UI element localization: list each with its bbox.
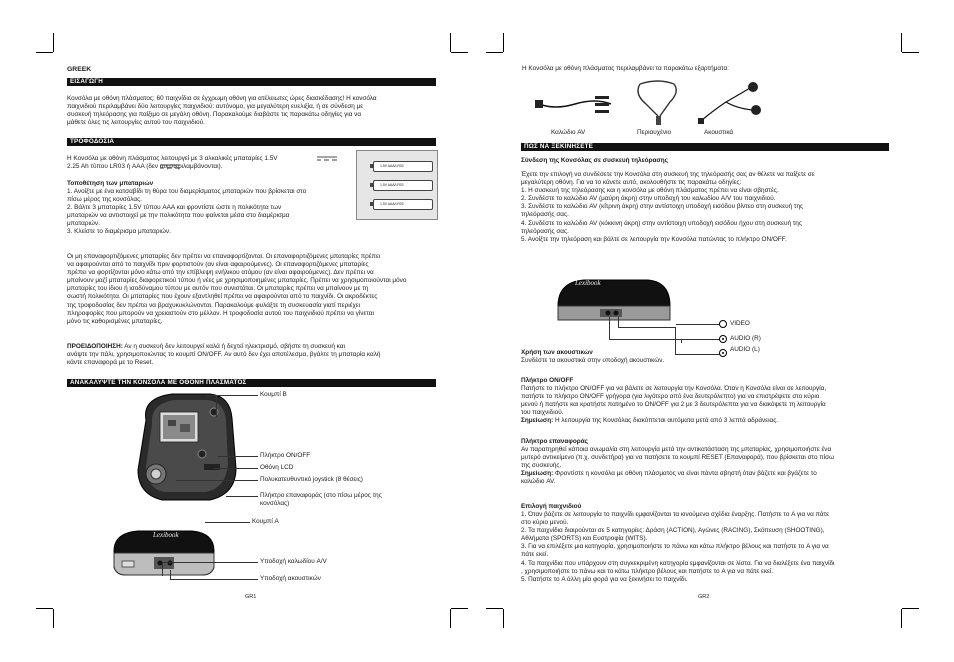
language-label: GREEK	[67, 66, 92, 73]
crop-mark	[451, 608, 468, 609]
cable-line	[675, 327, 676, 354]
crop-mark	[901, 33, 902, 52]
brand-logo: Lexibook	[575, 279, 601, 287]
output-label: AUDIO (L)	[730, 346, 760, 353]
text-line: μπαίνουν μαζί μπαταρίες διαφορετικού τύπου ή νέες με χρησιμοποιημένες μπαταρίες. Πρέπει να χρησιμοποιούνται μόνο	[67, 277, 407, 285]
warning-paragraph	[67, 343, 380, 367]
text-line: μάθετε όλες τις λειτουργίες αυτού του παιχνιδιού.	[67, 119, 205, 127]
text-line: τηλεόρασής σας.	[521, 227, 569, 235]
text-line: της συσκευής.	[521, 462, 562, 470]
text-line: πάτε εκεί.	[521, 551, 549, 559]
crop-mark	[486, 608, 503, 609]
text-line: Κονσόλα με οθόνη πλάσματος: 60 παιχνίδια σε έγχρωμη οθόνη για ατέλειωτες ώρες διασκέδασης! Η κονσόλα	[67, 95, 377, 102]
crop-mark	[36, 52, 53, 53]
callout-av-jack: Υποδοχή καλωδίου A/V	[260, 558, 327, 565]
av-cable-illustration	[535, 84, 615, 124]
callout-reset-cont: κονσόλας)	[260, 500, 290, 507]
battery-compartment-illustration	[356, 150, 438, 220]
text-line: του παιχνιδιού.	[521, 409, 564, 417]
output-label: VIDEO	[730, 320, 750, 327]
text-line: πατήστε το πλήκτρο ON/OFF γρήγορα (για λιγότερο από ένα δευτερόλεπτο) για να επιστρέψετε στο κύριο	[521, 393, 820, 401]
text-line: 3. Για να επιλέξετε μια κατηγορία, χρησιμοποιήστε το πάνω και κάτω πλήκτρο βέλους και πατήστε το A για να	[521, 543, 829, 551]
cable-line	[618, 327, 676, 328]
headphones-title: Χρήση των ακουστικών	[521, 349, 593, 356]
callout-line	[170, 579, 258, 580]
tv-steps	[521, 171, 815, 244]
battery-label: 1.5V AAA/LR03	[380, 164, 404, 168]
select-steps	[521, 511, 834, 584]
battery-steps	[67, 188, 306, 237]
cable-line	[676, 324, 720, 325]
page-number: GR1	[245, 594, 257, 600]
text-line: Οι μη επαναφορτιζόμενες μπαταρίες δεν πρέπει να επαναφορτίζονται. Οι επαναφορτιζόμενες μπαταρίες πρέπει	[67, 253, 381, 260]
video-jack-icon	[719, 320, 727, 328]
reset-title: Πλήκτρο επαναφοράς	[521, 438, 588, 445]
accessory-label: Καλώδιο AV	[551, 129, 586, 136]
text-line: Η Κονσόλα με οθόνη πλάσματος λειτουργεί με 3 αλκαλικές μπαταρίες 1.5V	[67, 155, 278, 162]
text-line: της τροφοδοσίας δεν πρέπει να βραχυκυκλώνονται. Παρακαλούμε φυλάξτε τη συσκευασία γιατί περιέχει	[67, 301, 361, 309]
text-line: ανάψτε την πάλι, χρησιμοποιώντας το κουμπί ON/OFF. Αν αυτό δεν έχει αποτέλεσμα, βγάλτε τη μπαταρία καλή	[67, 351, 381, 359]
crop-mark	[486, 52, 503, 53]
battery	[373, 180, 433, 191]
recharge-paragraph	[67, 253, 406, 326]
battery-title: Τοποθέτηση των μπαταριών	[67, 180, 154, 187]
text-line: 1. Ανοίξτε με ένα κατσαβίδι τη θύρα του διαμερίσματος μπαταριών που βρίσκεται στο	[67, 188, 307, 195]
callout-line	[205, 522, 250, 523]
callout-joystick: Πολυκατευθυντικό joystick (8 θέσεις)	[260, 476, 363, 483]
audio-left-jack-icon	[719, 349, 727, 357]
callout-line	[216, 395, 217, 417]
callout-line	[176, 480, 258, 481]
note-line	[521, 417, 826, 425]
battery	[373, 161, 433, 172]
page-number: GR2	[698, 594, 710, 600]
text-line: 1. Όταν βάζετε σε λειτουργία το παιχνίδι εμφανίζονται τα κινούμενα σχέδια έναρξης. Πατήστε το A για να πάτε	[521, 511, 829, 518]
lanyard-illustration	[628, 78, 688, 128]
tv-title: Σύνδεση της Κονσόλας σε συσκευή τηλεόρασης	[521, 157, 668, 164]
brand-logo-bottom: Lexibook	[153, 531, 179, 539]
crop-mark	[503, 33, 504, 52]
text-line: Αθλήματα (SPORTS) και Ευστροφία (WITS).	[521, 535, 648, 543]
start-heading: ΠΩΣ ΝΑ ΞΕΚΙΝΗΣΕΤΕ	[521, 143, 889, 151]
dc-symbol-icon	[316, 155, 338, 163]
console-illustration	[132, 390, 240, 506]
text-line: να αφαιρούνται από το παιχνίδι πριν φορτιστούν (αν είναι αφαιρούμενες). Οι επαναφορτιζόμενες μπαταρίες	[67, 261, 369, 269]
text-line: Αν παρατηρηθεί κάποια ανωμαλία στη λειτουργία μετά την αντικατάσταση της μπαταρίας, χρησιμοποιήστε ένα	[521, 446, 832, 453]
note-label: Σημείωση:	[521, 417, 554, 425]
text-line: 5. Ανοίξτε την τηλεόραση και βάλτε σε λειτουργία την Κονσόλα πατώντας το πλήκτρο ON/OFF.	[521, 235, 787, 243]
text-line: 3. Κλείστε το διαμέρισμα μπαταριών.	[67, 228, 171, 236]
text-line: συσκευή τηλεόρασης για παίξιμο σε μεγάλη οθόνη. Παρακαλούμε διαβάστε τις παρακάτω οδηγίες για να	[67, 111, 362, 119]
crop-mark	[53, 33, 54, 52]
dc-symbol-icon	[159, 163, 181, 171]
text-line: 2.25 Ah τύπου LR03 ή AAA (δεν συμπεριλαμβάνονται).	[67, 163, 223, 171]
accessory-label: Περιαυχένιο	[637, 129, 672, 136]
text-line: καλώδιο AV.	[521, 478, 556, 486]
text-line: μυτερό αντικείμενο (π.χ. συνδετήρα) για να πατήσετε το κουμπί RESET (Επαναφορά), που βρίσκεται στο πίσω	[521, 454, 835, 462]
battery-terminal	[370, 183, 373, 187]
text-line: 5. Πατήστε το A άλλη μία φορά για να ξεκινήσει το παιχνίδι.	[521, 575, 688, 583]
text-line: τηλεόρασής σας.	[521, 211, 569, 219]
warning-text: Αν η συσκευή δεν λειτουργεί καλά ή δεχτεί ηλεκτρισμό, σβήστε τη συσκευή και	[122, 343, 345, 350]
note-text: Η λειτουργία της Κονσόλας διακόπτεται αυτόματα μετά από 3 λεπτά αδράνειας.	[553, 417, 779, 425]
battery-label: 1.5V AAA/LR03	[380, 183, 404, 187]
text-line: 2. Βάλτε 3 μπαταρίες 1.5V τύπου AAA και φροντίστε ώστε η πολικότητα των	[67, 204, 282, 212]
callout-lcd: Οθόνη LCD	[260, 464, 294, 471]
crop-mark	[36, 608, 53, 609]
cable-line	[618, 317, 619, 327]
callout-reset: Πλήκτρο επαναφοράς (στο πίσω μέρος της	[260, 492, 382, 499]
note-line	[521, 470, 834, 478]
crop-mark	[902, 52, 919, 53]
text-line: 2. Συνδέστε το καλώδιο AV (μαύρη άκρη) στην υποδοχή του καλωδίου A/V του παιχνιδιού.	[521, 195, 776, 203]
callout-line	[162, 562, 258, 563]
select-title: Επιλογή παιχνιδιού	[521, 503, 582, 510]
battery	[373, 199, 433, 210]
discover-heading: ΑΝΑΚΑΛΥΨΤΕ ΤΗΝ ΚΟΝΣΟΛΑ ΜΕ ΟΘΟΝΗ ΠΛΑΣΜΑΤΟΣ	[67, 379, 436, 387]
callout-line	[226, 496, 258, 497]
warning-line	[67, 343, 380, 351]
callout-line	[170, 570, 171, 579]
text-line: μόνο τις καθορισμένες μπαταρίες.	[67, 317, 163, 325]
crop-mark	[901, 609, 902, 628]
text-line: 2. Τα παιχνίδια διαιρούνται σε 5 κατηγορίες: Δράση (ACTION), Αγώνες (RACING), Σκόπευση (SHOOTING),	[521, 527, 825, 535]
crop-mark	[450, 609, 451, 628]
callout-line	[162, 562, 163, 576]
accessory-label: Ακουστικά	[704, 129, 734, 136]
cable-line	[609, 339, 681, 340]
text-line: μπαταριών.	[67, 220, 100, 228]
text-line: σωστή πολικότητα. Οι μπαταρίες που έχουν εξαντληθεί πρέπει να αφαιρούνται από το παιχνίδι. Οι ακροδέκτες	[67, 293, 378, 301]
earphones-illustration	[696, 80, 766, 126]
text-line: πληροφορίες που μπορούν να χρειαστούν στο μέλλον. Η τροφοδοσία αυτού του παιχνιδιού πρέπει να γίνεται	[67, 309, 374, 317]
crop-mark	[451, 52, 468, 53]
text-line: μπαταρίες του ίδιου ή ισοδύναμου τύπου με αυτόν που συνιστάται. Οι μπαταρίες πρέπει να μπαίνουν με τη	[67, 285, 369, 293]
output-label: AUDIO (R)	[730, 335, 761, 342]
onoff-title: Πλήκτρο ON/OFF	[521, 377, 574, 384]
crop-mark	[450, 33, 451, 52]
accessories-intro: Η Κονσόλα με οθόνη πλάσματος περιλαμβάνει τα παρακάτω εξαρτήματα:	[522, 65, 729, 72]
text-line: Πατήστε το πλήκτρο ON/OFF για να βάλετε σε λειτουργία την Κονσόλα. Όταν η Κονσόλα είναι σε λειτουργία,	[521, 385, 827, 392]
power-heading: ΤΡΟΦΟΔΟΣΙΑ	[67, 138, 436, 146]
text-line: στο κύριο μενού.	[521, 519, 569, 527]
reset-paragraph	[521, 446, 834, 486]
headphones-text: Συνδέστε τα ακουστικά στην υποδοχή ακουστικών.	[521, 357, 665, 364]
onoff-paragraph	[521, 385, 826, 425]
text-line: 4. Συνδέστε το καλώδιο AV (κόκκινη άκρη) στην αντίστοιχη υποδοχή εισόδου ήχου στη συσκευή της	[521, 219, 802, 227]
text-line: 3. Συνδέστε το καλώδιο AV (κίτρινη άκρη) στην αντίστοιχη υποδοχή εισόδου βίντεο στη συσκευή της	[521, 203, 804, 211]
callout-line	[214, 468, 258, 469]
text-line: πίσω μέρος της κονσόλας.	[67, 196, 142, 204]
cable-line	[675, 354, 720, 355]
battery-terminal	[370, 202, 373, 206]
note-text: Φροντίστε η κονσόλα με οθόνη πλάσματος να είναι πάντα σβηστή όταν βάζετε και βγάζετε το	[553, 470, 817, 478]
callout-on-off: Πλήκτρο ON/OFF	[260, 452, 311, 459]
cable-line	[681, 339, 720, 340]
note-label: Σημείωση:	[521, 470, 554, 478]
crop-mark	[503, 609, 504, 628]
text-line: παιχνιδιού περιλαμβάνει δύο λειτουργίες παιχνιδιού: αυτόνομο, για μεγαλύτερη ευελιξία, ή σε σύνδεση με	[67, 103, 364, 111]
callout-button-b: Κουμπί B	[260, 391, 287, 398]
intro-paragraph	[67, 95, 377, 127]
text-line: μπαταριών να αντιστοιχεί με την πολικότητα που φαίνεται μέσα στο διαμέρισμα	[67, 212, 290, 220]
callout-line	[218, 456, 258, 457]
callout-button-a: Κουμπί A	[252, 518, 279, 525]
text-line: πρέπει να φορτίζονται μόνο κάτω από την επίβλεψη ενήλικου ατόμου (αν είναι αφαιρούμενες). Δεν πρέπει να	[67, 269, 374, 277]
battery-terminal	[370, 164, 373, 168]
callout-line	[206, 395, 258, 396]
warning-label: ΠΡΟΕΙΔΟΠΟΙΗΣΗ:	[67, 343, 123, 350]
text-line: κάντε επαναφορά με το Reset.	[67, 359, 154, 367]
crop-mark	[53, 609, 54, 628]
cable-line	[609, 317, 610, 339]
callout-headphone-jack: Υποδοχή ακουστικών	[260, 575, 321, 582]
crop-mark	[902, 608, 919, 609]
battery-label: 1.5V AAA/LR03	[380, 202, 404, 206]
text-line: μεγαλύτερη οθόνη. Για να το κάνετε αυτό, ακολουθήστε τις παρακάτω οδηγίες:	[521, 179, 742, 187]
audio-right-jack-icon	[719, 335, 727, 343]
text-line: Έχετε την επιλογή να συνδέσετε την Κονσόλα στη συσκευή της τηλεόρασής σας αν θέλετε να παίξετε σε	[521, 171, 815, 178]
text-line: 4. Τα παιχνίδια που υπάρχουν στη συγκεκριμένη κατηγορία εμφανίζονται σε λίστα. Για να διαλέξετε ένα παιχνίδι	[521, 559, 835, 567]
text-line: μενού ή πατήστε και κρατήστε πατημένο το ON/OFF για 2 με 3 δευτερόλεπτα για να διακόψετε τη λειτουργία	[521, 401, 826, 409]
text-line: , χρησιμοποιήστε το πάνω και το κάτω πλήκτρο βέλους και πατήστε το A για να πάτε εκεί.	[521, 567, 774, 575]
console-connection-illustration	[554, 276, 674, 324]
text-line: 1. Η συσκευή της τηλεόρασης και η κονσόλα με οθόνη πλάσματος πρέπει να είναι σβηστές.	[521, 187, 779, 195]
intro-heading: ΕΙΣΑΓΩΓΗ	[67, 78, 436, 86]
